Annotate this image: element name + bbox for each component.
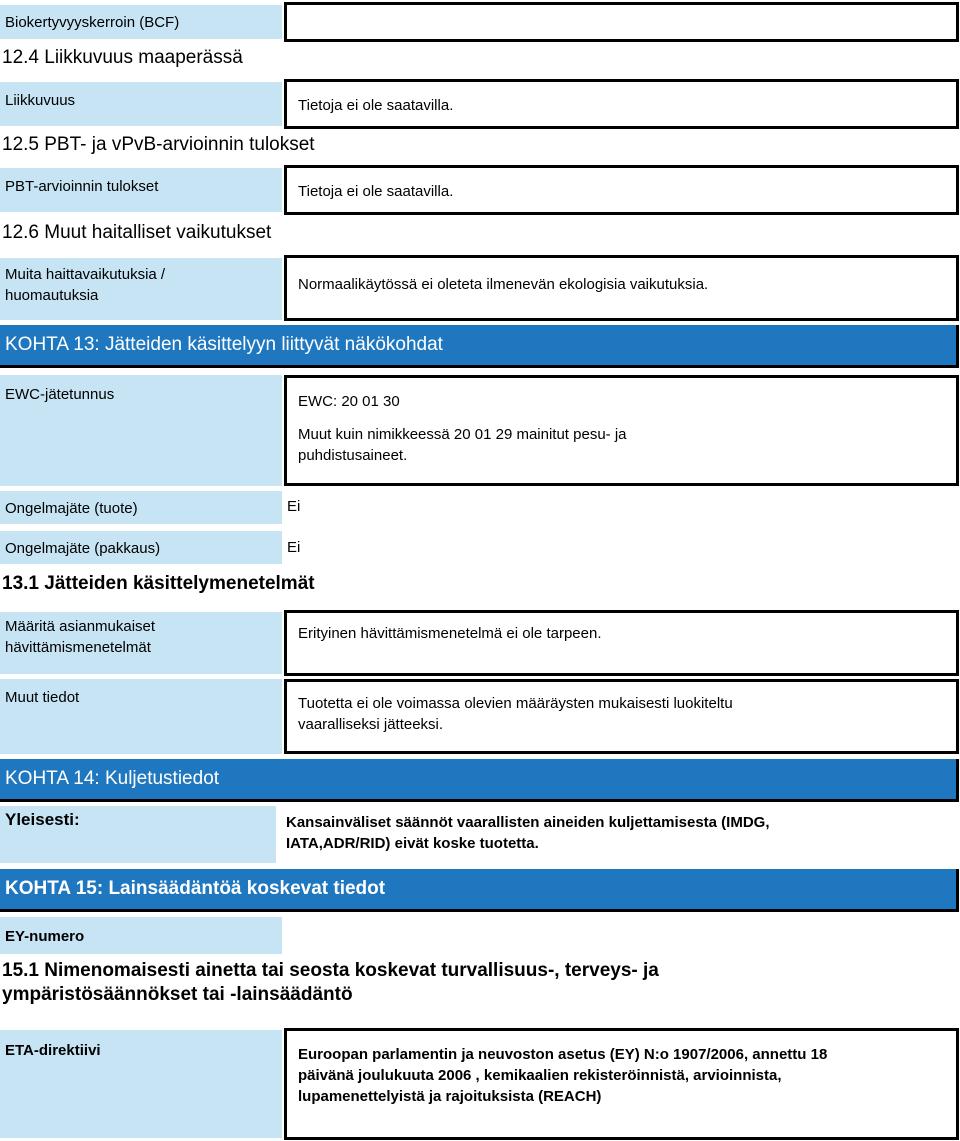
other-info-label (0, 679, 282, 754)
disposal-methods-value-box (284, 610, 959, 676)
section-12-6-heading (2, 221, 271, 245)
disposal-methods-value: Erityinen hävittämismenetelmä ei ole tarpeen. (298, 625, 602, 642)
bcf-label-text: Biokertyvyyskerroin (BCF) (5, 14, 180, 31)
section-13-title: KOHTA 13: Jätteiden käsittelyyn liittyvät näkökohdat (5, 334, 443, 355)
disposal-methods-label-line2: hävittämismenetelmät (5, 639, 151, 656)
mobility-label-text: Liikkuvuus (5, 92, 76, 109)
eta-directive-line3: lupamenettelyistä ja rajoituksista (REACH) (298, 1088, 602, 1105)
general-label-text: Yleisesti: (5, 810, 80, 829)
disposal-methods-label (0, 612, 282, 674)
section-13-title-bar (0, 325, 959, 368)
mobility-label (0, 82, 282, 126)
mobility-value-box (284, 79, 959, 129)
section-12-4-heading (2, 46, 243, 70)
section-12-5-heading-text: 12.5 PBT- ja vPvB-arvioinnin tulokset (2, 134, 315, 155)
hazard-package-label (0, 531, 282, 564)
eta-directive-line2: päivänä joulukuuta 2006 , kemikaalien rekisteröinnistä, arvioinnista, (298, 1067, 782, 1084)
other-effects-label (0, 258, 282, 320)
other-effects-value-box (284, 255, 959, 321)
general-text (286, 812, 770, 854)
ewc-label (0, 375, 282, 486)
section-12-4-heading-text: 12.4 Liikkuvuus maaperässä (2, 47, 243, 68)
bcf-label (0, 5, 282, 39)
eta-directive-line1: Euroopan parlamentin ja neuvoston asetus (EY) N:o 1907/2006, annettu 18 (298, 1046, 828, 1063)
eta-directive-value-box (284, 1028, 959, 1140)
ewc-desc-line2: puhdistusaineet. (298, 447, 408, 464)
section-13-1-heading (2, 572, 315, 596)
hazard-package-value: Ei (287, 539, 301, 556)
disposal-methods-label-line1: Määritä asianmukaiset (5, 618, 156, 635)
general-label (0, 806, 276, 863)
section-12-6-heading-text: 12.6 Muut haitalliset vaikutukset (2, 222, 272, 243)
pbt-value-box (284, 165, 959, 215)
mobility-value: Tietoja ei ole saatavilla. (298, 97, 454, 114)
section-15-1-heading-line1: 15.1 Nimenomaisesti ainetta tai seosta koskevat turvallisuus-, terveys- ja (2, 960, 659, 981)
pbt-label-text: PBT-arvioinnin tulokset (5, 178, 159, 195)
other-info-line1: Tuotetta ei ole voimassa olevien määräysten mukaisesti luokiteltu (298, 695, 733, 712)
other-info-value-box (284, 679, 959, 754)
section-13-1-heading-text: 13.1 Jätteiden käsittelymenetelmät (2, 573, 315, 594)
ewc-label-text: EWC-jätetunnus (5, 386, 115, 403)
section-14-title-bar (0, 759, 959, 802)
bcf-value-box (284, 2, 959, 42)
eta-directive-label-text: ETA-direktiivi (5, 1042, 101, 1059)
pbt-value: Tietoja ei ole saatavilla. (298, 183, 454, 200)
section-15-1-heading (2, 959, 659, 1007)
hazard-product-value: Ei (287, 498, 301, 515)
ewc-value-box (284, 375, 959, 486)
section-14-title: KOHTA 14: Kuljetustiedot (5, 768, 220, 789)
other-info-label-text: Muut tiedot (5, 689, 80, 706)
hazard-product-label (0, 491, 282, 524)
section-15-1-heading-line2: ympäristösäännökset tai -lainsäädäntö (2, 984, 353, 1005)
other-effects-value: Normaalikäytössä ei oleteta ilmenevän ekologisia vaikutuksia. (298, 276, 709, 293)
section-15-title-bar (0, 869, 959, 912)
ewc-desc-line1: Muut kuin nimikkeessä 20 01 29 mainitut pesu- ja (298, 426, 627, 443)
section-15-title: KOHTA 15: Lainsäädäntöä koskevat tiedot (5, 878, 386, 899)
hazard-product-label-text: Ongelmajäte (tuote) (5, 500, 138, 517)
ey-number-label-text: EY-numero (5, 928, 85, 945)
ey-number-label (0, 917, 282, 954)
eta-directive-label (0, 1030, 282, 1138)
hazard-package-label-text: Ongelmajäte (pakkaus) (5, 540, 161, 557)
section-12-5-heading (2, 133, 315, 157)
ewc-code: EWC: 20 01 30 (298, 393, 400, 410)
other-effects-label-line2: huomautuksia (5, 287, 99, 304)
other-effects-label-line1: Muita haittavaikutuksia / (5, 266, 166, 283)
general-line1: Kansainväliset säännöt vaarallisten aineiden kuljettamisesta (IMDG, (286, 814, 770, 831)
other-info-line2: vaaralliseksi jätteeksi. (298, 716, 444, 733)
general-line2: IATA,ADR/RID) eivät koske tuotetta. (286, 835, 539, 852)
pbt-label (0, 168, 282, 212)
